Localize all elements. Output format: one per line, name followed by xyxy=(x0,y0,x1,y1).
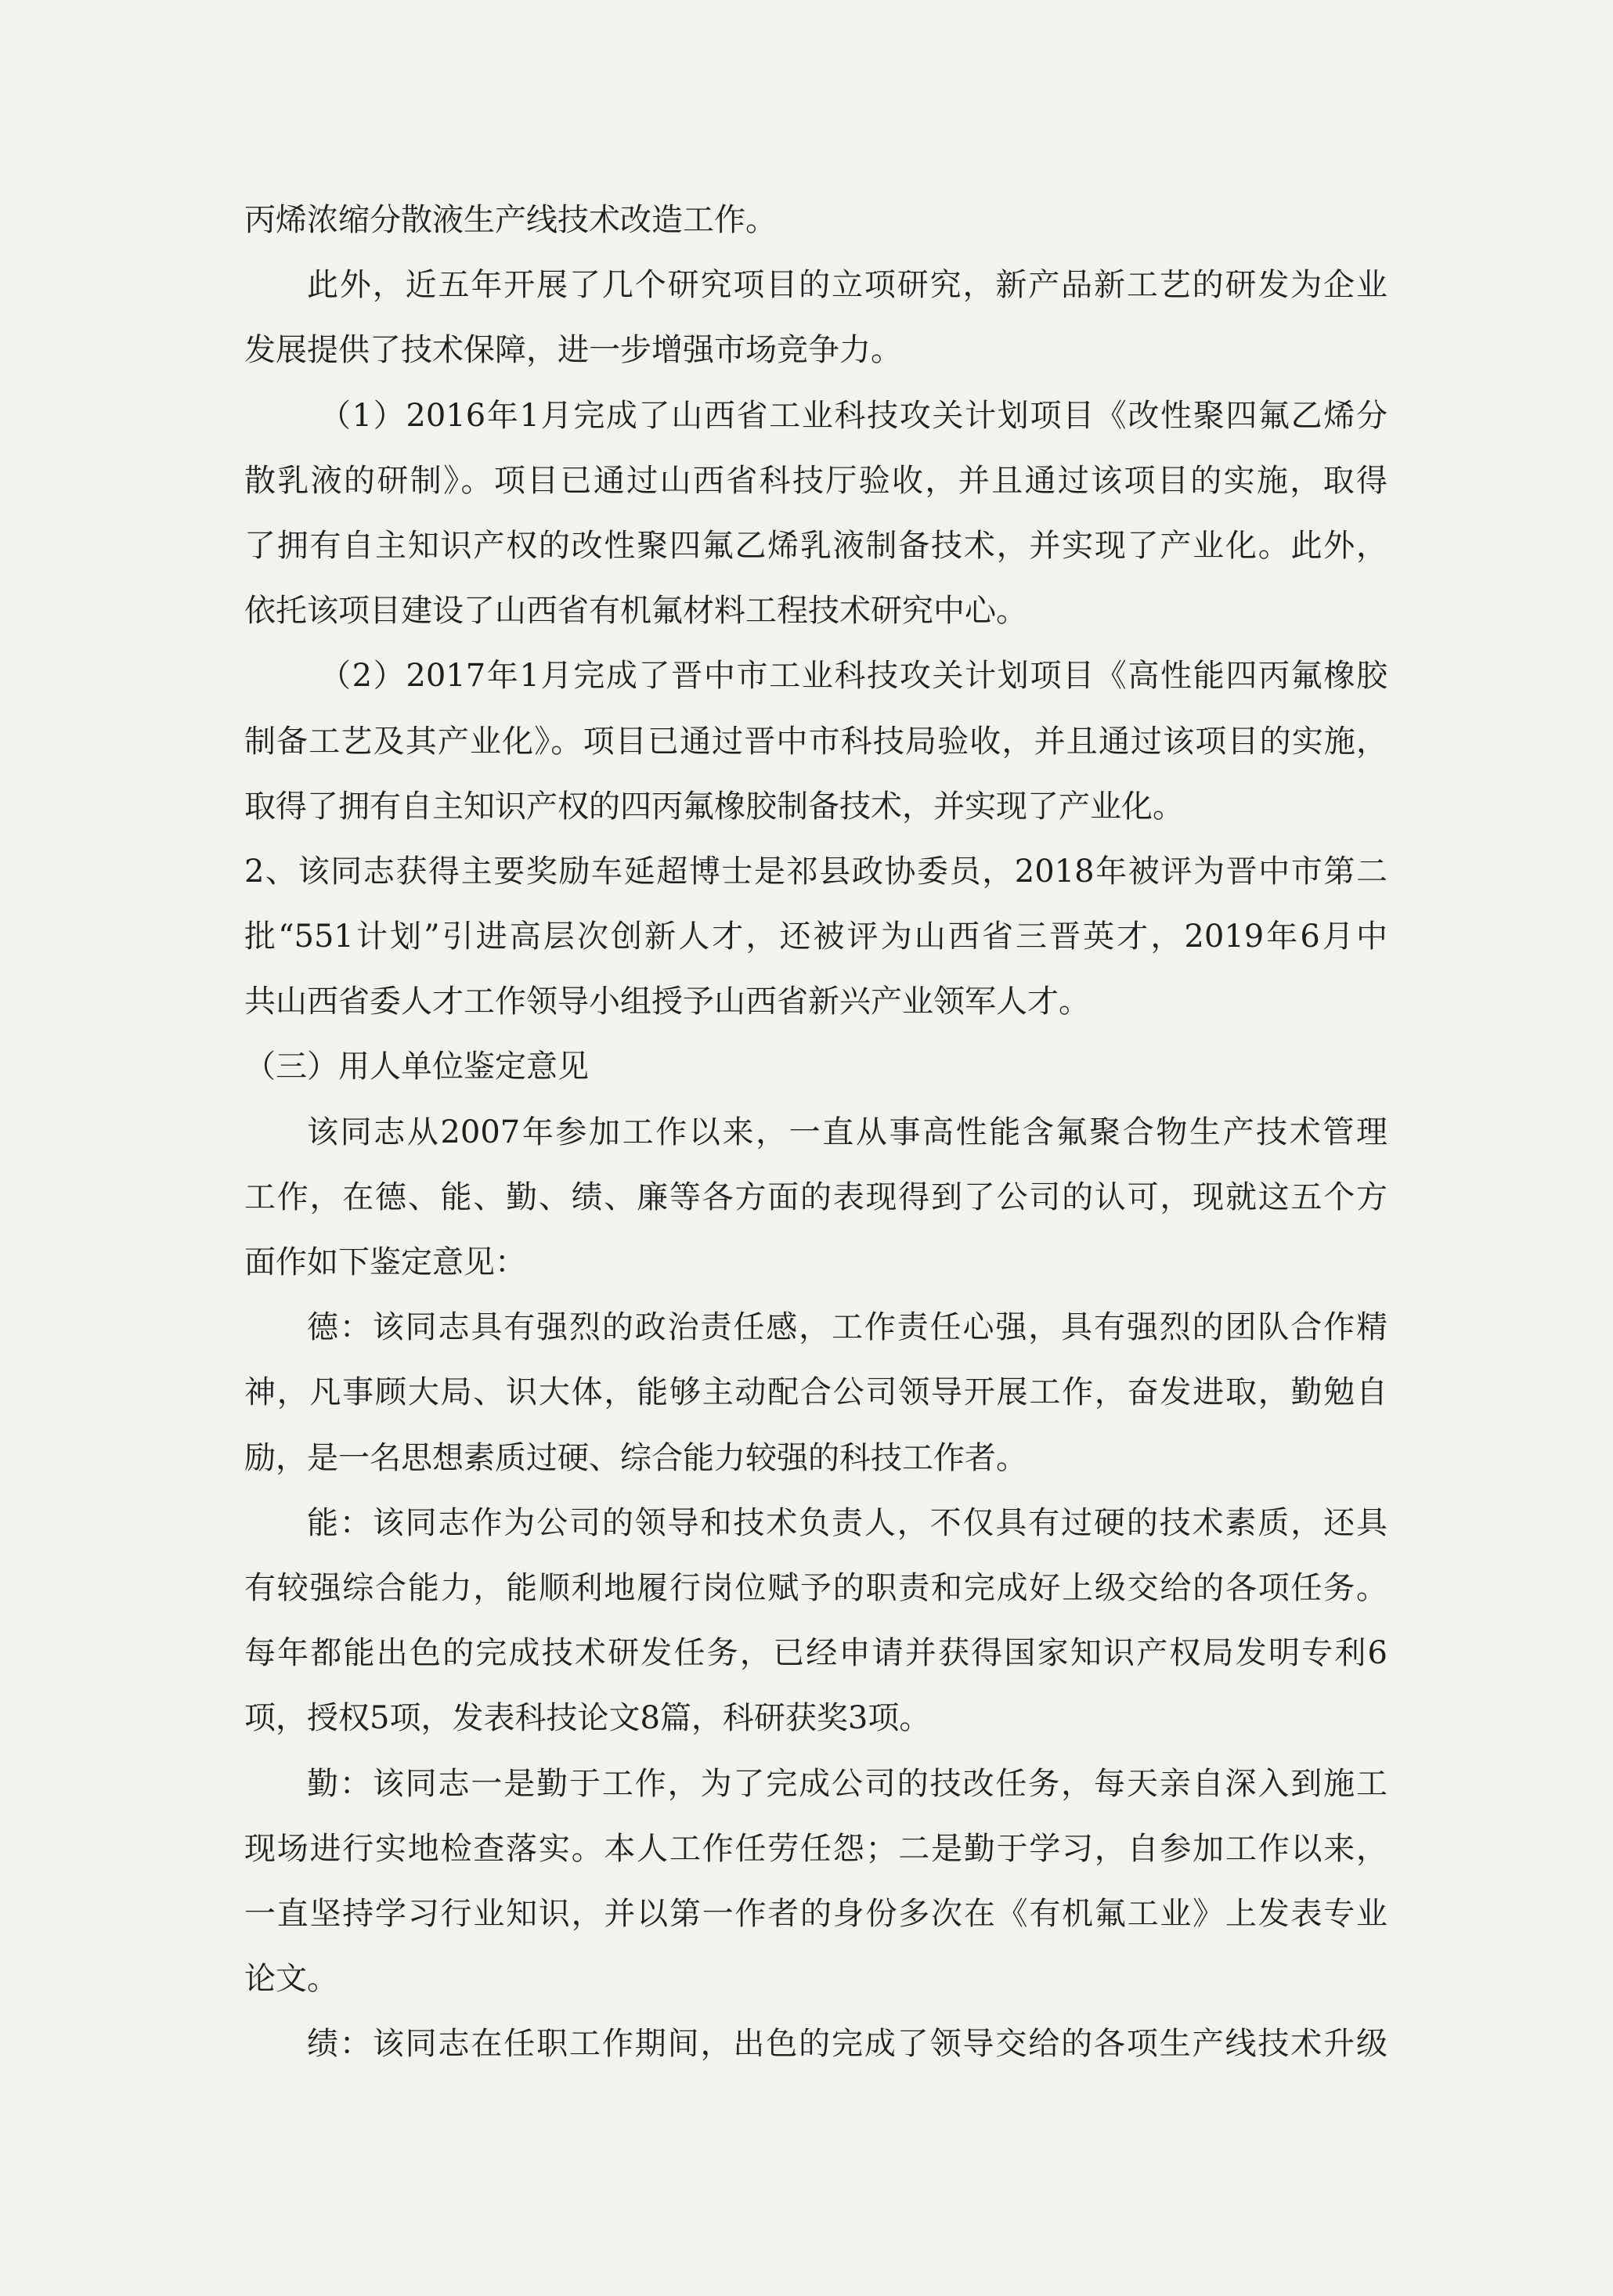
text-line-19: 神，凡事顾大局、识大体，能够主动配合公司领导开展工作，奋发进取，勤勉自 xyxy=(244,1374,1387,1411)
text-line-29: 绩：该同志在任职工作期间，出色的完成了领导交给的各项生产线技术升级 xyxy=(307,2026,1387,2063)
text-line-16: 工作，在德、能、勤、绩、廉等各方面的表现得到了公司的认可，现就这五个方 xyxy=(244,1179,1387,1215)
text-line-4: （1）2016年1月完成了山西省工业科技攻关计划项目《改性聚四氟乙烯分 xyxy=(319,397,1387,434)
text-line-7: 依托该项目建设了山西省有机氟材料工程技术研究中心。 xyxy=(244,593,1027,630)
text-line-17: 面作如下鉴定意见： xyxy=(244,1244,526,1280)
text-line-15: 该同志从2007年参加工作以来，一直从事高性能含氟聚合物生产技术管理 xyxy=(307,1114,1387,1150)
text-line-1: 丙烯浓缩分散液生产线技术改造工作。 xyxy=(244,202,777,238)
text-line-25: 勤：该同志一是勤于工作，为了完成公司的技改任务，每天亲自深入到施工 xyxy=(307,1765,1387,1802)
text-line-6: 了拥有自主知识产权的改性聚四氟乙烯乳液制备技术，并实现了产业化。此外， xyxy=(244,527,1387,564)
text-line-21: 能：该同志作为公司的领导和技术负责人，不仅具有过硬的技术素质，还具 xyxy=(307,1504,1387,1541)
text-line-26: 现场进行实地检查落实。本人工作任劳任怨；二是勤于学习，自参加工作以来， xyxy=(244,1830,1387,1867)
text-line-9: 制备工艺及其产业化》。项目已通过晋中市科技局验收，并且通过该项目的实施， xyxy=(244,723,1387,760)
text-line-10: 取得了拥有自主知识产权的四丙氟橡胶制备技术，并实现了产业化。 xyxy=(244,788,1184,825)
text-line-5: 散乳液的研制》。项目已通过山西省科技厅验收，并且通过该项目的实施，取得 xyxy=(244,462,1387,499)
text-line-12: 批“551计划”引进高层次创新人才，还被评为山西省三晋英才，2019年6月中 xyxy=(244,919,1387,955)
text-line-27: 一直坚持学习行业知识，并以第一作者的身份多次在《有机氟工业》上发表专业 xyxy=(244,1895,1387,1932)
document-body xyxy=(244,188,1387,2077)
text-line-22: 有较强综合能力，能顺利地履行岗位赋予的职责和完成好上级交给的各项任务。 xyxy=(244,1569,1387,1606)
text-line-23: 每年都能出色的完成技术研发任务，已经申请并获得国家知识产权局发明专利6 xyxy=(244,1635,1387,1672)
text-line-3: 发展提供了技术保障，进一步增强市场竞争力。 xyxy=(244,332,902,369)
text-line-28: 论文。 xyxy=(244,1961,338,1998)
text-line-18: 德：该同志具有强烈的政治责任感，工作责任心强，具有强烈的团队合作精 xyxy=(307,1309,1387,1346)
text-line-20: 励，是一名思想素质过硬、综合能力较强的科技工作者。 xyxy=(244,1439,1027,1476)
text-line-8: （2）2017年1月完成了晋中市工业科技攻关计划项目《高性能四丙氟橡胶 xyxy=(319,658,1387,695)
text-line-24: 项，授权5项，发表科技论文8篇，科研获奖3项。 xyxy=(244,1700,931,1737)
section-heading: （三）用人单位鉴定意见 xyxy=(244,1049,589,1085)
text-line-13: 共山西省委人才工作领导小组授予山西省新兴产业领军人才。 xyxy=(244,984,1090,1020)
text-line-2: 此外，近五年开展了几个研究项目的立项研究，新产品新工艺的研发为企业 xyxy=(307,267,1387,304)
text-line-11: 2、该同志获得主要奖励车延超博士是祁县政协委员，2018年被评为晋中市第二 xyxy=(244,853,1387,890)
